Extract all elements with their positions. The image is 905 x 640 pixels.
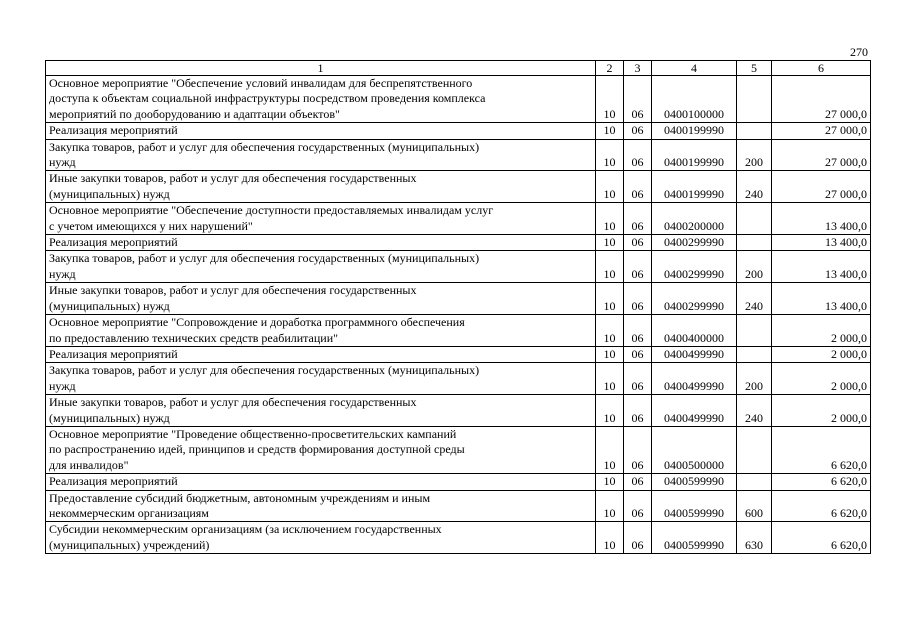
table-row [46, 363, 871, 395]
row-name-line: для инвалидов" [49, 457, 129, 472]
row-expense-type-cell: 240 [737, 395, 772, 427]
row-name-line: (муниципальных) нужд [49, 410, 170, 425]
row-amount-cell: 2 000,0 [772, 395, 871, 427]
row-subsection-cell: 06 [624, 363, 652, 395]
row-target-article-cell: 0400299990 [652, 235, 737, 251]
row-amount-cell: 13 400,0 [772, 203, 871, 235]
row-subsection-cell: 06 [624, 395, 652, 427]
row-name-line: Реализация мероприятий [49, 123, 178, 138]
row-section-cell: 10 [596, 251, 624, 283]
row-amount-cell: 13 400,0 [772, 283, 871, 315]
row-name-line: Реализация мероприятий [49, 235, 178, 250]
row-subsection-cell: 06 [624, 490, 652, 522]
row-expense-type-cell: 200 [737, 363, 772, 395]
row-section-cell: 10 [596, 123, 624, 139]
header-col-1: 1 [46, 61, 596, 76]
row-name-cell [46, 139, 596, 171]
table-row [46, 283, 871, 315]
row-name-cell [46, 426, 596, 473]
row-subsection-cell: 06 [624, 315, 652, 347]
row-name-line: мероприятий по дооборудованию и адаптации объектов" [49, 106, 340, 121]
row-name-line: Предоставление субсидий бюджетным, автономным учреждениям и иным [49, 490, 431, 505]
row-target-article-cell: 0400200000 [652, 203, 737, 235]
row-subsection-cell: 06 [624, 251, 652, 283]
row-expense-type-cell [737, 76, 772, 123]
row-amount-cell: 27 000,0 [772, 76, 871, 123]
row-name-line: Основное мероприятие "Проведение общественно-просветительских кампаний [49, 426, 457, 441]
row-name-line: Закупка товаров, работ и услуг для обеспечения государственных (муниципальных) [49, 251, 480, 266]
row-section-cell: 10 [596, 346, 624, 362]
table-row [46, 203, 871, 235]
row-name-line: (муниципальных) нужд [49, 298, 170, 313]
row-subsection-cell: 06 [624, 426, 652, 473]
row-subsection-cell: 06 [624, 171, 652, 203]
row-name-cell [46, 395, 596, 427]
table-row [46, 251, 871, 283]
row-name-line: по предоставлению технических средств реабилитации" [49, 330, 339, 345]
row-name-line: некоммерческим организациям [49, 505, 209, 520]
table-row [46, 522, 871, 554]
table-row [46, 315, 871, 347]
row-target-article-cell: 0400599990 [652, 522, 737, 554]
row-name-cell [46, 235, 596, 251]
row-expense-type-cell [737, 123, 772, 139]
table-row [46, 235, 871, 251]
row-name-line: нужд [49, 378, 76, 393]
row-section-cell: 10 [596, 171, 624, 203]
row-target-article-cell: 0400499990 [652, 363, 737, 395]
row-amount-cell: 6 620,0 [772, 426, 871, 473]
row-amount-cell: 2 000,0 [772, 363, 871, 395]
row-name-line: Основное мероприятие "Обеспечение доступности предоставляемых инвалидам услуг [49, 203, 494, 218]
row-amount-cell: 6 620,0 [772, 522, 871, 554]
row-amount-cell: 27 000,0 [772, 139, 871, 171]
row-name-cell [46, 315, 596, 347]
row-subsection-cell: 06 [624, 139, 652, 171]
row-section-cell: 10 [596, 426, 624, 473]
row-name-line: по распространению идей, принципов и средств формирования доступной среды [49, 442, 465, 457]
row-expense-type-cell [737, 203, 772, 235]
table-row [46, 426, 871, 473]
row-subsection-cell: 06 [624, 283, 652, 315]
row-section-cell: 10 [596, 315, 624, 347]
row-name-line: Субсидии некоммерческим организациям (за исключением государственных [49, 522, 442, 537]
table-row [46, 76, 871, 123]
row-target-article-cell: 0400500000 [652, 426, 737, 473]
row-amount-cell: 13 400,0 [772, 235, 871, 251]
row-name-line: нужд [49, 266, 76, 281]
row-expense-type-cell: 630 [737, 522, 772, 554]
row-name-line: доступа к объектам социальной инфраструктуры посредством проведения комплекса [49, 91, 486, 106]
row-name-cell [46, 76, 596, 123]
row-expense-type-cell: 200 [737, 251, 772, 283]
table-row [46, 474, 871, 490]
row-amount-cell: 13 400,0 [772, 251, 871, 283]
row-name-line: Иные закупки товаров, работ и услуг для обеспечения государственных [49, 171, 417, 186]
row-amount-cell: 6 620,0 [772, 474, 871, 490]
table-row [46, 490, 871, 522]
row-name-cell [46, 474, 596, 490]
row-name-cell [46, 363, 596, 395]
row-target-article-cell: 0400100000 [652, 76, 737, 123]
header-col-5: 5 [737, 61, 772, 76]
row-name-cell [46, 522, 596, 554]
row-name-line: Закупка товаров, работ и услуг для обеспечения государственных (муниципальных) [49, 139, 480, 154]
row-name-line: Реализация мероприятий [49, 346, 178, 361]
row-amount-cell: 27 000,0 [772, 171, 871, 203]
row-section-cell: 10 [596, 395, 624, 427]
row-name-line: с учетом имеющихся у них нарушений" [49, 218, 253, 233]
row-section-cell: 10 [596, 363, 624, 395]
row-subsection-cell: 06 [624, 474, 652, 490]
row-target-article-cell: 0400299990 [652, 283, 737, 315]
row-subsection-cell: 06 [624, 235, 652, 251]
row-amount-cell: 27 000,0 [772, 123, 871, 139]
row-name-line: Основное мероприятие "Обеспечение условий инвалидам для беспрепятственного [49, 76, 473, 90]
row-name-cell [46, 346, 596, 362]
row-target-article-cell: 0400499990 [652, 395, 737, 427]
row-expense-type-cell: 240 [737, 171, 772, 203]
row-expense-type-cell: 240 [737, 283, 772, 315]
budget-table [45, 60, 871, 554]
row-amount-cell: 2 000,0 [772, 346, 871, 362]
table-row [46, 346, 871, 362]
table-row [46, 139, 871, 171]
header-col-4: 4 [652, 61, 737, 76]
row-target-article-cell: 0400299990 [652, 251, 737, 283]
table-row [46, 123, 871, 139]
row-section-cell: 10 [596, 139, 624, 171]
row-section-cell: 10 [596, 474, 624, 490]
row-name-line: Реализация мероприятий [49, 474, 178, 489]
row-expense-type-cell [737, 315, 772, 347]
row-name-line: Иные закупки товаров, работ и услуг для обеспечения государственных [49, 395, 417, 410]
row-subsection-cell: 06 [624, 203, 652, 235]
row-expense-type-cell [737, 474, 772, 490]
row-section-cell: 10 [596, 522, 624, 554]
row-name-cell [46, 123, 596, 139]
row-name-line: (муниципальных) учреждений) [49, 537, 210, 552]
row-target-article-cell: 0400499990 [652, 346, 737, 362]
row-target-article-cell: 0400599990 [652, 490, 737, 522]
row-name-line: (муниципальных) нужд [49, 186, 170, 201]
table-row [46, 171, 871, 203]
header-col-2: 2 [596, 61, 624, 76]
row-expense-type-cell [737, 346, 772, 362]
row-expense-type-cell [737, 235, 772, 251]
row-target-article-cell: 0400199990 [652, 123, 737, 139]
row-expense-type-cell: 200 [737, 139, 772, 171]
row-section-cell: 10 [596, 235, 624, 251]
row-name-line: Основное мероприятие "Сопровождение и доработка программного обеспечения [49, 315, 465, 330]
row-name-cell [46, 283, 596, 315]
row-target-article-cell: 0400400000 [652, 315, 737, 347]
row-subsection-cell: 06 [624, 123, 652, 139]
table-header-row [46, 61, 871, 76]
row-name-line: Закупка товаров, работ и услуг для обеспечения государственных (муниципальных) [49, 363, 480, 378]
row-name-cell [46, 171, 596, 203]
row-amount-cell: 2 000,0 [772, 315, 871, 347]
row-section-cell: 10 [596, 203, 624, 235]
header-col-6: 6 [772, 61, 871, 76]
page-number: 270 [850, 45, 868, 59]
row-name-line: нужд [49, 155, 76, 170]
row-name-cell [46, 203, 596, 235]
row-name-cell [46, 251, 596, 283]
row-subsection-cell: 06 [624, 346, 652, 362]
row-expense-type-cell: 600 [737, 490, 772, 522]
row-subsection-cell: 06 [624, 76, 652, 123]
table-row [46, 395, 871, 427]
row-target-article-cell: 0400599990 [652, 474, 737, 490]
row-section-cell: 10 [596, 283, 624, 315]
header-col-3: 3 [624, 61, 652, 76]
table-body [46, 61, 871, 554]
row-name-line: Иные закупки товаров, работ и услуг для обеспечения государственных [49, 283, 417, 298]
row-amount-cell: 6 620,0 [772, 490, 871, 522]
row-target-article-cell: 0400199990 [652, 171, 737, 203]
row-section-cell: 10 [596, 76, 624, 123]
row-subsection-cell: 06 [624, 522, 652, 554]
row-expense-type-cell [737, 426, 772, 473]
row-target-article-cell: 0400199990 [652, 139, 737, 171]
row-name-cell [46, 490, 596, 522]
row-section-cell: 10 [596, 490, 624, 522]
